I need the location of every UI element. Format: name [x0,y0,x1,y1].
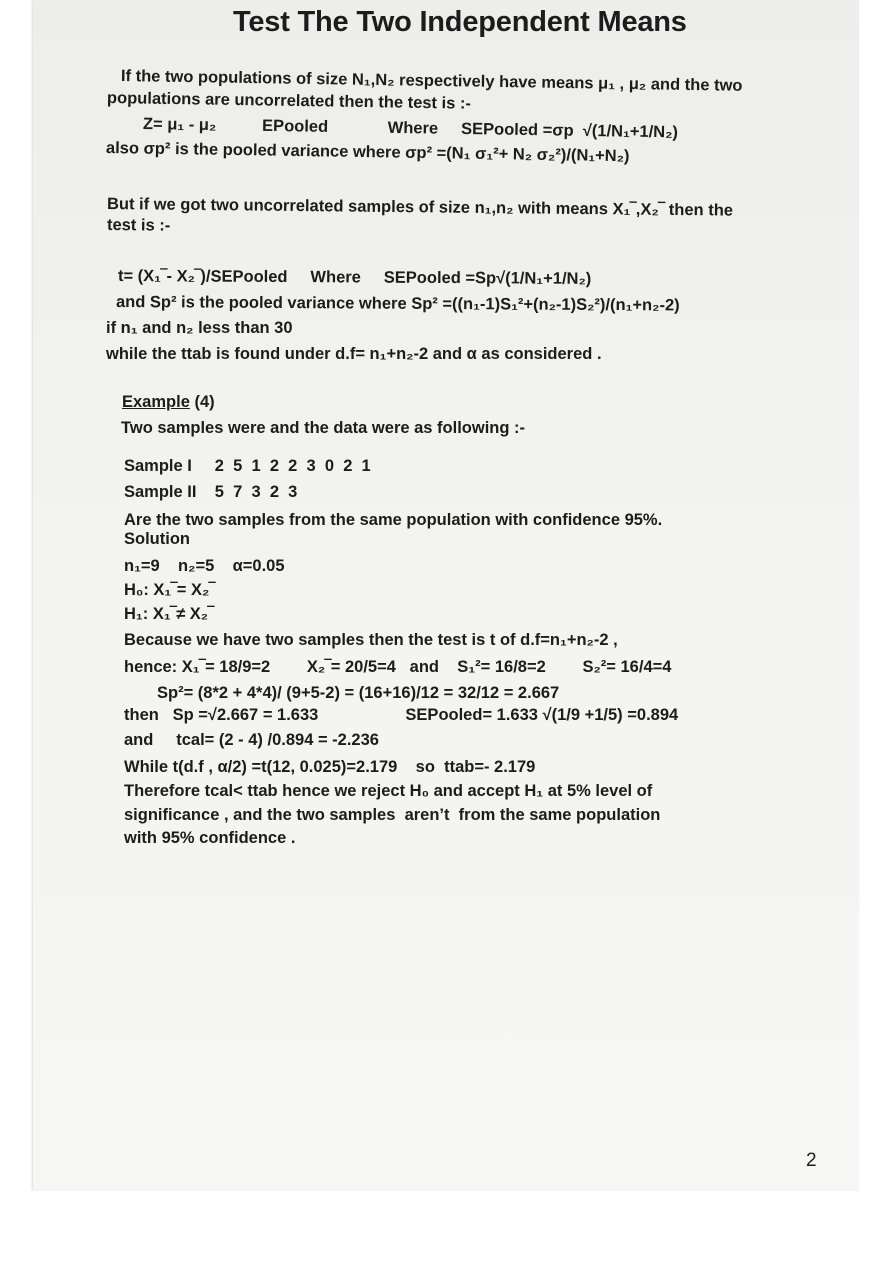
intro-line-2: populations are uncorrelated then the test is :- [106,89,472,113]
samples-ttab-note: while the ttab is found under d.f= n₁+n₂-2 and α as considered . [106,345,602,363]
samples-line-1: But if we got two uncorrelated samples of size n₁,n₂ with means X₁‾,X₂‾ then the [106,195,734,220]
sample-2-data: Sample II 5 7 3 2 3 [124,483,298,501]
solution-step-8: and tcal= (2 - 4) /0.894 = -2.236 [124,731,379,749]
example-line-1: Two samples were and the data were as following :- [121,419,526,437]
solution-step-7: then Sp =√2.667 = 1.633 SEPooled= 1.633 √(1/9 +1/5) =0.894 [124,706,679,724]
solution-step-1: n₁=9 n₂=5 α=0.05 [124,557,285,575]
intro-formula-z: Z= μ₁ - μ₂ EPooled Where SEPooled =σp √(1/N₁+1/N₂) [142,115,679,142]
solution-step-3: H₁: X₁‾≠ X₂‾ [124,605,214,623]
example-heading [122,392,215,412]
solution-label: Solution [124,530,190,548]
solution-step-5: hence: X₁‾= 18/9=2 X₂‾= 20/5=4 and S₁²= 16/8=2 S₂²= 16/4=4 [124,658,672,676]
page-title: Test The Two Independent Means [233,6,687,38]
solution-step-9: While t(d.f , α/2) =t(12, 0.025)=2.179 so ttab=- 2.179 [124,758,536,776]
intro-line-1: If the two populations of size N₁,N₂ respectively have means μ₁ , μ₂ and the two [120,67,743,95]
solution-step-2: H₀: X₁‾= X₂‾ [124,581,215,599]
solution-step-12: with 95% confidence . [124,829,296,847]
samples-line-2: test is :- [106,216,171,235]
solution-step-11: significance , and the two samples aren’t from the same population [124,806,661,824]
example-heading-label: Example [122,393,190,411]
solution-step-10: Therefore tcal< ttab hence we reject H₀ and accept H₁ at 5% level of [124,782,653,800]
sample-1-data: Sample I 2 5 1 2 2 3 0 2 1 [124,457,371,475]
example-heading-number: (4) [189,393,215,411]
page-number: 2 [806,1150,817,1171]
intro-pooled-variance: also σp² is the pooled variance where σp² =(N₁ σ₁²+ N₂ σ₂²)/(N₁+N₂) [105,139,630,166]
example-question: Are the two samples from the same population with confidence 95%. [124,511,663,529]
samples-formula-t: t= (X₁‾- X₂‾)/SEPooled Where SEPooled =Sp√(1/N₁+1/N₂) [117,267,592,288]
solution-step-4: Because we have two samples then the test is t of d.f=n₁+n₂-2 , [124,631,618,649]
samples-pooled-variance: and Sp² is the pooled variance where Sp² =((n₁-1)S₁²+(n₂-1)S₂²)/(n₁+n₂-2) [115,293,680,315]
samples-condition: if n₁ and n₂ less than 30 [106,319,293,337]
solution-step-6: Sp²= (8*2 + 4*4)/ (9+5-2) = (16+16)/12 = 32/12 = 2.667 [157,684,560,702]
